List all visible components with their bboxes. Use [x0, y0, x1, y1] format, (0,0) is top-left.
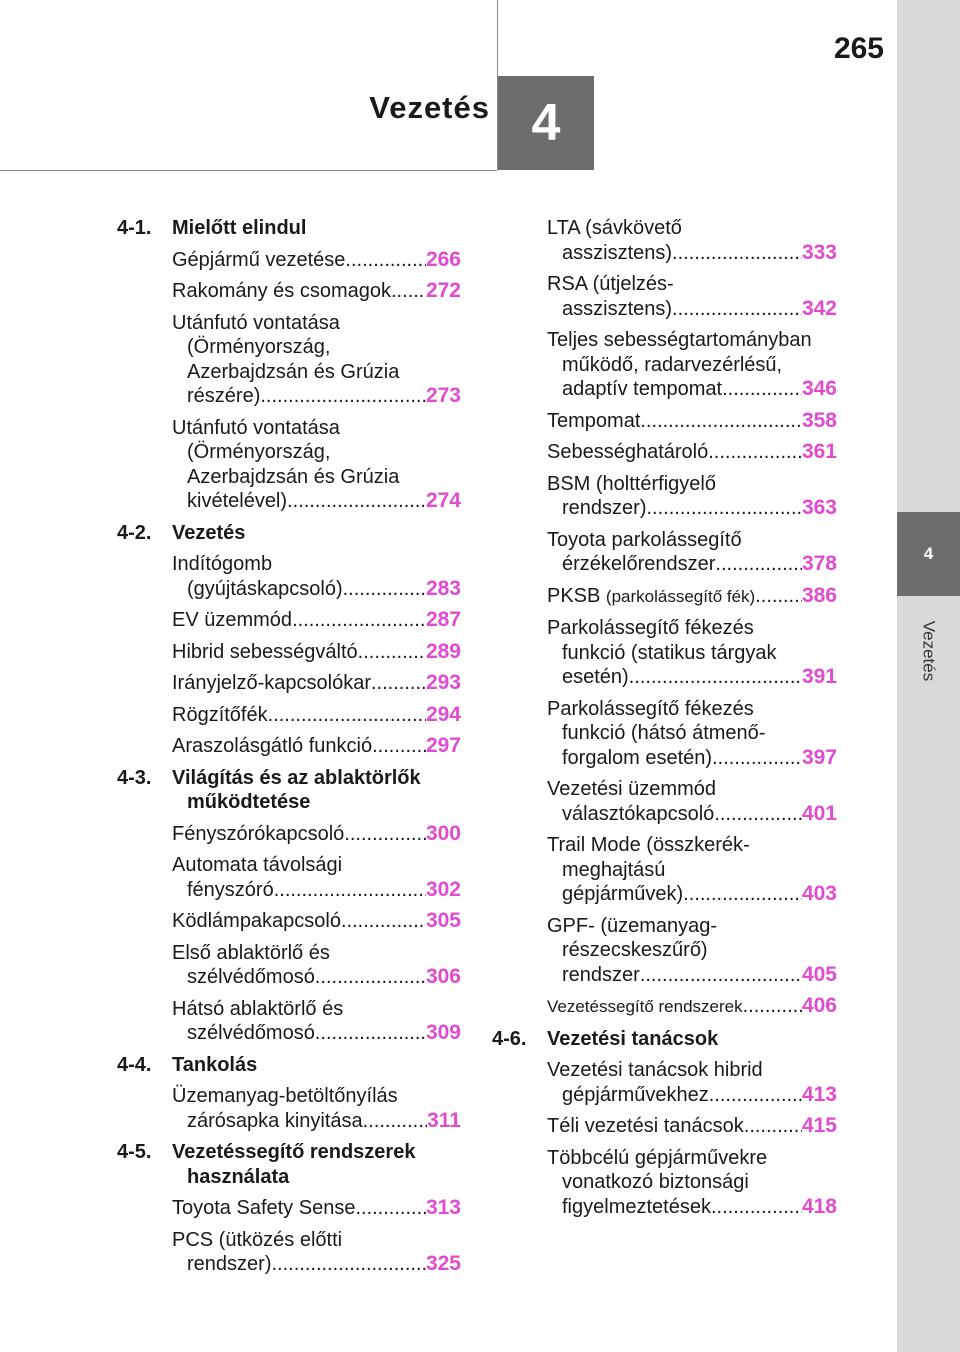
toc-entry[interactable]: Vezetéssegítő rendszerek ..... 406 — [547, 994, 837, 1020]
toc-entry[interactable]: Első ablaktörlő és szélvédőmosó ..... 306 — [172, 941, 461, 990]
toc-entry[interactable]: Toyota Safety Sense ..... 313 — [172, 1196, 461, 1221]
toc-entry[interactable]: Ködlámpakapcsoló ..... 305 — [172, 909, 461, 934]
toc-entry[interactable]: Utánfutó vontatása (Örményország, Azerbajdzsán és Grúzia kivételével) ..... 274 — [172, 416, 461, 514]
toc-entry[interactable]: Indítógomb (gyújtáskapcsoló) ..... 283 — [172, 552, 461, 601]
toc-entry[interactable]: Sebességhatároló ..... 361 — [547, 440, 837, 465]
toc-entry[interactable]: Trail Mode (összkerék- meghajtású gépjárművek) ..... 403 — [547, 833, 837, 907]
toc-entry[interactable]: PKSB (parkolássegítő fék) ..... 386 — [547, 584, 837, 610]
toc-entry[interactable]: Parkolássegítő fékezés funkció (hátsó átmenő- forgalom esetén) ..... 397 — [547, 697, 837, 771]
toc-entry[interactable]: GPF- (üzemanyag- részecskeszűrő) rendszer ..... 405 — [547, 914, 837, 988]
toc-entry[interactable]: Rakomány és csomagok ..... 272 — [172, 279, 461, 304]
toc-entry[interactable]: Gépjármű vezetése ..... 266 — [172, 248, 461, 273]
toc-entry[interactable]: Többcélú gépjárművekre vonatkozó biztonsági figyelmeztetések ..... 418 — [547, 1146, 837, 1220]
toc-section-4-6: 4-6. Vezetési tanácsok — [492, 1027, 719, 1050]
toc-entry[interactable]: Teljes sebességtartományban működő, radarvezérlésű, adaptív tempomat ..... 346 — [547, 328, 837, 402]
chapter-title: Vezetés — [369, 90, 490, 125]
toc-entry[interactable]: LTA (sávkövető asszisztens) ..... 333 — [547, 216, 837, 265]
toc-entry[interactable]: Parkolássegítő fékezés funkció (statikus tárgyak esetén) ..... 391 — [547, 616, 837, 690]
toc-entry[interactable]: Vezetési tanácsok hibrid gépjárművekhez ..... 413 — [547, 1058, 837, 1107]
toc-section-4-1: 4-1. Mielőtt elindul — [117, 217, 307, 239]
toc-entry[interactable]: Téli vezetési tanácsok ..... 415 — [547, 1114, 837, 1139]
toc-entry[interactable]: Hátsó ablaktörlő és szélvédőmosó ..... 309 — [172, 997, 461, 1046]
toc-section-4-5: 4-5. Vezetéssegítő rendszerek használata — [117, 1141, 416, 1188]
toc-entry[interactable]: Üzemanyag-betöltőnyílás zárósapka kinyitása ..... 311 — [172, 1084, 461, 1133]
toc-section-4-4: 4-4. Tankolás — [117, 1053, 258, 1076]
header-divider-horizontal — [0, 170, 497, 171]
toc-section-4-2: 4-2. Vezetés — [117, 521, 246, 544]
chapter-number-box: 4 — [498, 76, 594, 170]
toc-entry[interactable]: Utánfutó vontatása (Örményország, Azerbajdzsán és Grúzia részére) ..... 273 — [172, 311, 461, 409]
toc-entry[interactable]: Toyota parkolássegítő érzékelőrendszer ..... 378 — [547, 528, 837, 577]
toc-entry[interactable]: Vezetési üzemmód választókapcsoló ..... 401 — [547, 777, 837, 826]
toc-entry[interactable]: Tempomat ..... 358 — [547, 409, 837, 434]
side-tab-chapter-number[interactable]: 4 — [897, 512, 960, 596]
toc-entry[interactable]: EV üzemmód ..... 287 — [172, 608, 461, 633]
toc-entry[interactable]: Rögzítőfék ..... 294 — [172, 703, 461, 728]
side-tab-label: Vezetés — [919, 620, 939, 682]
toc-entry[interactable]: RSA (útjelzés- asszisztens) ..... 342 — [547, 272, 837, 321]
toc-entry[interactable]: Automata távolsági fényszóró ..... 302 — [172, 853, 461, 902]
toc-entry[interactable]: Hibrid sebességváltó ..... 289 — [172, 640, 461, 665]
toc-left-column — [117, 216, 461, 1284]
toc-entry[interactable]: BSM (holttérfigyelő rendszer) ..... 363 — [547, 472, 837, 521]
toc-entry[interactable]: PCS (ütközés előtti rendszer) ..... 325 — [172, 1228, 461, 1277]
toc-entry[interactable]: Irányjelző-kapcsolókar ..... 293 — [172, 671, 461, 696]
toc-entry[interactable]: Fényszórókapcsoló ..... 300 — [172, 822, 461, 847]
toc-entry[interactable]: Araszolásgátló funkció ..... 297 — [172, 734, 461, 759]
toc-section-4-3: 4-3. Világítás és az ablaktörlők működtetése — [117, 766, 421, 813]
toc-right-column — [492, 216, 837, 1226]
page-number: 265 — [833, 32, 884, 65]
